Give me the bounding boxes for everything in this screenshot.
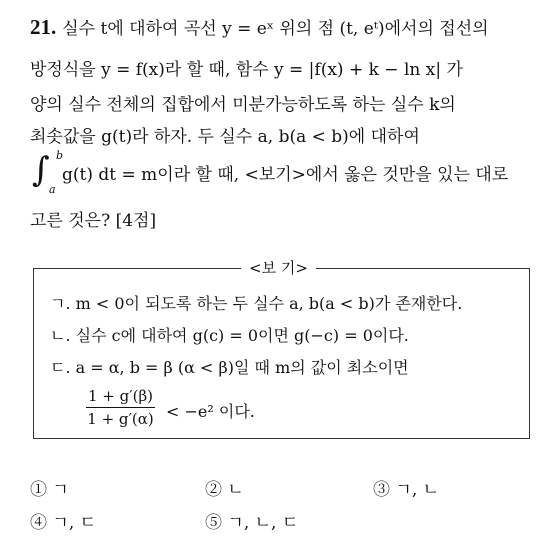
integral-lower-limit: a — [49, 183, 56, 196]
choice-3[interactable]: ③ ㄱ, ㄴ — [373, 480, 440, 500]
fraction — [86, 387, 155, 428]
question-number: 21. — [30, 15, 57, 39]
fraction-numerator: 1 + g′(β) — [86, 387, 155, 408]
choice-5[interactable]: ⑤ ㄱ, ㄴ, ㄷ — [205, 513, 299, 533]
question-line-3: 양의 실수 전체의 집합에서 미분가능하도록 하는 실수 k의 — [30, 95, 456, 115]
choice-2[interactable]: ② ㄴ — [205, 480, 244, 500]
fraction-denominator: 1 + g′(α) — [87, 410, 154, 428]
choice-4[interactable]: ④ ㄱ, ㄷ — [30, 513, 97, 533]
question-text-1: 실수 t에 대하여 곡선 y = eˣ 위의 점 (t, eᵗ)에서의 접선의 — [62, 19, 489, 39]
integral-upper-limit: b — [56, 149, 64, 162]
choice-1[interactable]: ① ㄱ — [30, 480, 69, 500]
bogi-title — [0, 257, 557, 278]
bogi-item-3: ㄷ. a = α, b = β (α < β)일 때 m의 값이 최소이면 — [50, 358, 409, 377]
integral-sign: ∫ — [32, 150, 50, 190]
bogi-item-2: ㄴ. 실수 c에 대하여 g(c) = 0이면 g(−c) = 0이다. — [50, 326, 409, 345]
fraction-tail: < −e² 이다. — [166, 402, 255, 421]
question-line-5: g(t) dt = m이라 할 때, <보기>에서 옳은 것만을 있는 대로 — [62, 165, 509, 185]
question-line-6: 고른 것은? [4점] — [30, 211, 157, 231]
bogi-title-text: <보 기> — [241, 259, 316, 277]
bogi-item-1: ㄱ. m < 0이 되도록 하는 두 실수 a, b(a < b)가 존재한다. — [50, 294, 463, 313]
question-line-1 — [30, 14, 489, 40]
question-line-4: 최솟값을 g(t)라 하자. 두 실수 a, b(a < b)에 대하여 — [30, 127, 420, 147]
question-line-2: 방정식을 y = f(x)라 할 때, 함수 y = |f(x) + k − ln x| 가 — [30, 60, 463, 80]
